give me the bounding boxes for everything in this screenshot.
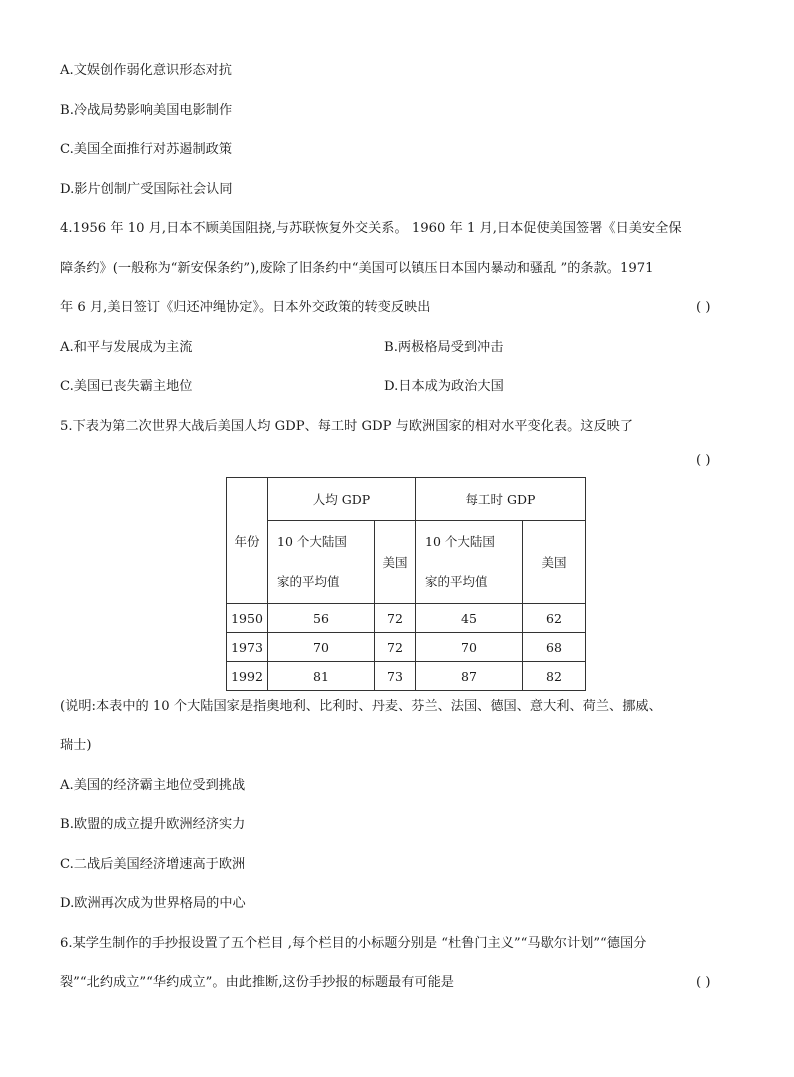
q5-note-line2: 瑞士) — [60, 738, 92, 753]
cell-g2-us: 68 — [523, 633, 586, 662]
cell-g1-avg: 56 — [268, 604, 375, 633]
cell-g1-us: 72 — [375, 604, 416, 633]
table-subheader-europe-avg — [268, 521, 375, 604]
cell-year: 1973 — [227, 633, 268, 662]
cell-year: 1992 — [227, 662, 268, 691]
q5-option-d: D.欧洲再次成为世界格局的中心 — [60, 896, 246, 911]
q5-stem-line1: 5.下表为第二次世界大战后美国人均 GDP、每工时 GDP 与欧洲国家的相对水平变化表。这反映了 — [60, 419, 634, 434]
q5-option-b: B.欧盟的成立提升欧洲经济实力 — [60, 817, 246, 832]
cell-g1-us: 73 — [375, 662, 416, 691]
subheader-line1: 10 个大陆国 — [425, 534, 495, 549]
q4-answer-paren: ( ) — [696, 300, 711, 315]
subheader-line1: 10 个大陆国 — [277, 534, 347, 549]
cell-g1-avg: 70 — [268, 633, 375, 662]
cell-g1-us: 72 — [375, 633, 416, 662]
table-row — [227, 633, 586, 662]
q5-option-a: A.美国的经济霸主地位受到挑战 — [60, 778, 246, 793]
table-row — [227, 662, 586, 691]
q6-stem-line1: 6.某学生制作的手抄报设置了五个栏目 ,每个栏目的小标题分别是 “杜鲁门主义”“马歇尔计划”“德国分 — [60, 936, 647, 951]
table-subheader-us: 美国 — [375, 521, 416, 604]
q3-option-b: B.冷战局势影响美国电影制作 — [60, 103, 233, 118]
subheader-line2: 家的平均值 — [277, 574, 340, 589]
cell-year: 1950 — [227, 604, 268, 633]
subheader-line2: 家的平均值 — [425, 574, 488, 589]
cell-g2-avg: 87 — [416, 662, 523, 691]
q4-option-d: D.日本成为政治大国 — [384, 379, 504, 394]
q4-option-a: A.和平与发展成为主流 — [60, 340, 193, 355]
q4-stem-line3: 年 6 月,美日签订《归还冲绳协定》。日本外交政策的转变反映出 — [60, 300, 431, 315]
gdp-comparison-table — [226, 477, 586, 691]
q4-option-c: C.美国已丧失霸主地位 — [60, 379, 193, 394]
table-subheader-us: 美国 — [523, 521, 586, 604]
q5-answer-paren: ( ) — [696, 453, 711, 468]
q4-stem-line1: 4.1956 年 10 月,日本不顾美国阻挠,与苏联恢复外交关系。 1960 年 1 月,日本促使美国签署《日美安全保 — [60, 221, 682, 236]
q3-option-d: D.影片创制广受国际社会认同 — [60, 182, 233, 197]
q6-stem-line2: 裂”“北约成立”“华约成立”。由此推断,这份手抄报的标题最有可能是 — [60, 975, 454, 990]
table-header-gdp-per-capita: 人均 GDP — [268, 478, 416, 521]
q4-stem-line2: 障条约》(一般称为“新安保条约”),废除了旧条约中“美国可以镇压日本国内暴动和骚乱 ”的条款。1971 — [60, 261, 654, 276]
q5-option-c: C.二战后美国经济增速高于欧洲 — [60, 857, 246, 872]
q6-answer-paren: ( ) — [696, 975, 711, 990]
cell-g2-us: 82 — [523, 662, 586, 691]
q4-option-b: B.两极格局受到冲击 — [384, 340, 504, 355]
cell-g2-avg: 70 — [416, 633, 523, 662]
q3-option-a: A.文娱创作弱化意识形态对抗 — [60, 63, 232, 78]
table-subheader-europe-avg — [416, 521, 523, 604]
cell-g1-avg: 81 — [268, 662, 375, 691]
cell-g2-us: 62 — [523, 604, 586, 633]
q5-note-line1: (说明:本表中的 10 个大陆国家是指奥地利、比利时、丹麦、芬兰、法国、德国、意大利、荷兰、挪威、 — [60, 699, 662, 714]
table-header-year: 年份 — [227, 478, 268, 604]
table-header-gdp-per-hour: 每工时 GDP — [416, 478, 586, 521]
cell-g2-avg: 45 — [416, 604, 523, 633]
table-row — [227, 604, 586, 633]
q3-option-c: C.美国全面推行对苏遏制政策 — [60, 142, 233, 157]
